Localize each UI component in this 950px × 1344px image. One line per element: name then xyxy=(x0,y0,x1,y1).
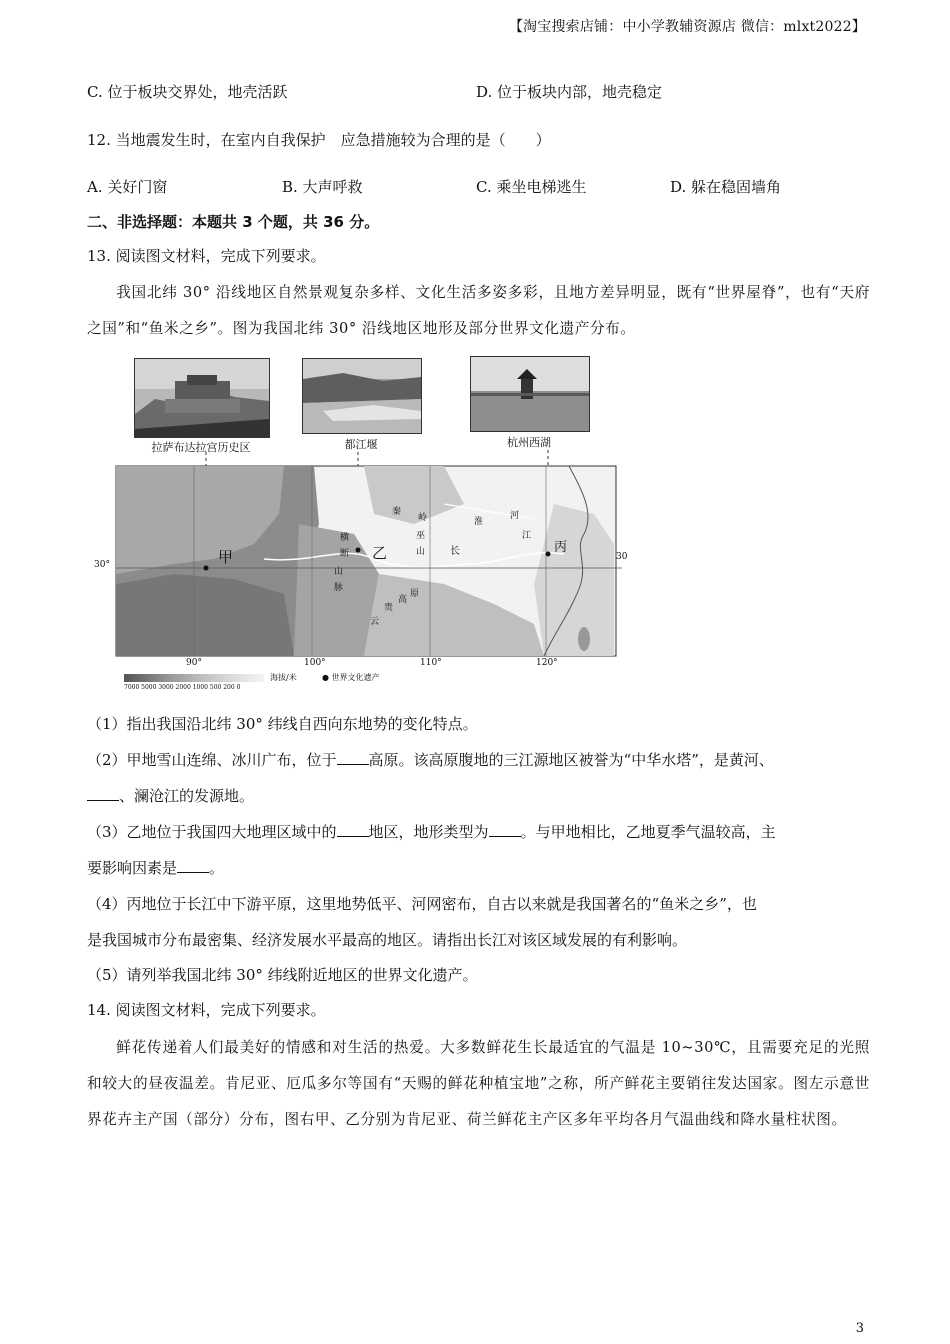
q13-sub2-part-a: （2）甲地雪山连绵、冰川广布，位于 xyxy=(87,751,337,769)
blank-factor xyxy=(177,858,209,873)
q12-option-d: D. 躲在稳固墙角 xyxy=(670,178,782,196)
q12-stem: 12. 当地震发生时，在室内自我保护 应急措施较为合理的是（ ） xyxy=(87,131,551,149)
label-heng: 横 xyxy=(340,533,350,543)
q14-stem: 14. 阅读图文材料，完成下列要求。 xyxy=(87,1001,326,1019)
q13-sub3-line2 xyxy=(87,858,224,878)
place-bing: 丙 xyxy=(554,540,568,555)
lat-label-left: 30° xyxy=(94,560,110,570)
elevation-legend-bar xyxy=(124,674,264,682)
heritage-point-yi xyxy=(356,548,361,553)
section-heading: 二、非选择题：本题共 3 个题，共 36 分。 xyxy=(87,213,380,231)
photo-caption-dujiangyan: 都江堰 xyxy=(344,438,378,451)
lat-label-right: 30 xyxy=(616,552,628,562)
label-yun: 云 xyxy=(370,617,380,627)
q13-sub5: （5）请列举我国北纬 30° 纬线附近地区的世界文化遗产。 xyxy=(87,966,478,984)
page-header: 【淘宝搜索店铺：中小学教辅资源店 微信：mlxt2022】 xyxy=(508,19,866,35)
label-shan: 山 xyxy=(334,567,344,577)
blank-plateau xyxy=(337,750,369,765)
q13-material: 我国北纬 30° 沿线地区自然景观复杂多样、文化生活多姿多彩，且地方差异明显，既有“世界屋脊”，也有“天府之国”和“鱼米之乡”。图为我国北纬 30° 沿线地区地形及部分世界文化遗产分布。 xyxy=(87,284,870,337)
q13-sub3-part-c: 。与甲地相比，乙地夏季气温较高，主 xyxy=(520,823,776,841)
label-duan: 断 xyxy=(340,549,350,559)
label-huai: 淮 xyxy=(474,517,484,527)
label-shan-2: 山 xyxy=(416,547,426,557)
label-gao: 高 xyxy=(398,595,408,605)
label-qin: 秦 xyxy=(392,507,402,517)
heritage-legend: ● 世界文化遗产 xyxy=(322,673,380,682)
q11-option-c: C. 位于板块交界处，地壳活跃 xyxy=(87,83,288,101)
q12-option-c: C. 乘坐电梯逃生 xyxy=(476,178,587,196)
label-wu: 巫 xyxy=(416,531,426,541)
q11-option-d: D. 位于板块内部，地壳稳定 xyxy=(476,83,663,101)
elevation-legend-values: 7000 5000 3000 2000 1000 500 200 0 xyxy=(124,684,241,691)
elevation-legend-title: 海拔/米 xyxy=(270,673,297,682)
place-yi: 乙 xyxy=(372,544,388,562)
label-chang: 长 xyxy=(450,546,460,557)
q12-option-b: B. 大声呼救 xyxy=(282,178,363,196)
label-ling: 岭 xyxy=(418,513,428,523)
lon-label-120: 120° xyxy=(536,658,558,668)
terrain-map xyxy=(94,464,628,694)
q13-sub2-part-b: 高原。该高原腹地的三江源地区被誉为“中华水塔”，是黄河、 xyxy=(368,751,774,769)
q13-stem: 13. 阅读图文材料，完成下列要求。 xyxy=(87,247,326,265)
q13-sub4-line2: 是我国城市分布最密集、经济发展水平最高的地区。请指出长江对该区域发展的有利影响。 xyxy=(87,931,688,949)
q13-sub2-line1 xyxy=(87,750,774,770)
photo-caption-west-lake: 杭州西湖 xyxy=(507,436,551,449)
q13-sub1: （1）指出我国沿北纬 30° 纬线自西向东地势的变化特点。 xyxy=(87,715,478,733)
photo-caption-potala: 拉萨布达拉宫历史区 xyxy=(151,441,251,454)
place-jia: 甲 xyxy=(218,548,234,566)
label-mai: 脉 xyxy=(334,583,344,593)
heritage-point-bing xyxy=(546,552,551,557)
page-number: 3 xyxy=(855,1321,864,1336)
q14-material: 鲜花传递着人们最美好的情感和对生活的热爱。大多数鲜花生长最适宜的气温是 10~30℃，且需要充足的光照和较大的昼夜温差。肯尼亚、厄瓜多尔等国有“天赐的鲜花种植宝地”之称，所产鲜花主要销往发达国家。图左示意世界花卉主产国（部分）分布，图右甲、乙分别为肯尼亚、荷兰鲜花主产区多年平均各月气温曲线和降水量柱状图。 xyxy=(87,1039,870,1128)
q13-sub3-line1 xyxy=(87,822,776,842)
q13-sub4-line1: （4）丙地位于长江中下游平原，这里地势低平、河网密布，自古以来就是我国著名的“鱼米之乡”，也 xyxy=(87,895,757,913)
q13-sub3-part-d: 要影响因素是 xyxy=(87,859,178,877)
blank-region xyxy=(337,822,369,837)
label-he: 河 xyxy=(510,511,520,521)
q13-sub3-part-a: （3）乙地位于我国四大地理区域中的 xyxy=(87,823,337,841)
label-jiang: 江 xyxy=(522,531,532,541)
heritage-point-jia xyxy=(204,566,209,571)
lon-label-100: 100° xyxy=(304,658,326,668)
blank-terrain xyxy=(489,822,521,837)
q13-sub3-part-b: 地区，地形类型为 xyxy=(368,823,489,841)
lon-label-110: 110° xyxy=(420,658,442,668)
q13-sub2-part-c: 、澜沧江的发源地。 xyxy=(119,787,255,805)
lon-label-90: 90° xyxy=(186,658,202,668)
label-gui: 贵 xyxy=(384,603,394,613)
label-yuan: 原 xyxy=(410,589,420,599)
q13-sub2-line2 xyxy=(87,786,254,806)
blank-river xyxy=(87,786,119,801)
q12-option-a: A. 关好门窗 xyxy=(87,178,168,196)
q13-sub3-part-e: 。 xyxy=(209,859,225,877)
